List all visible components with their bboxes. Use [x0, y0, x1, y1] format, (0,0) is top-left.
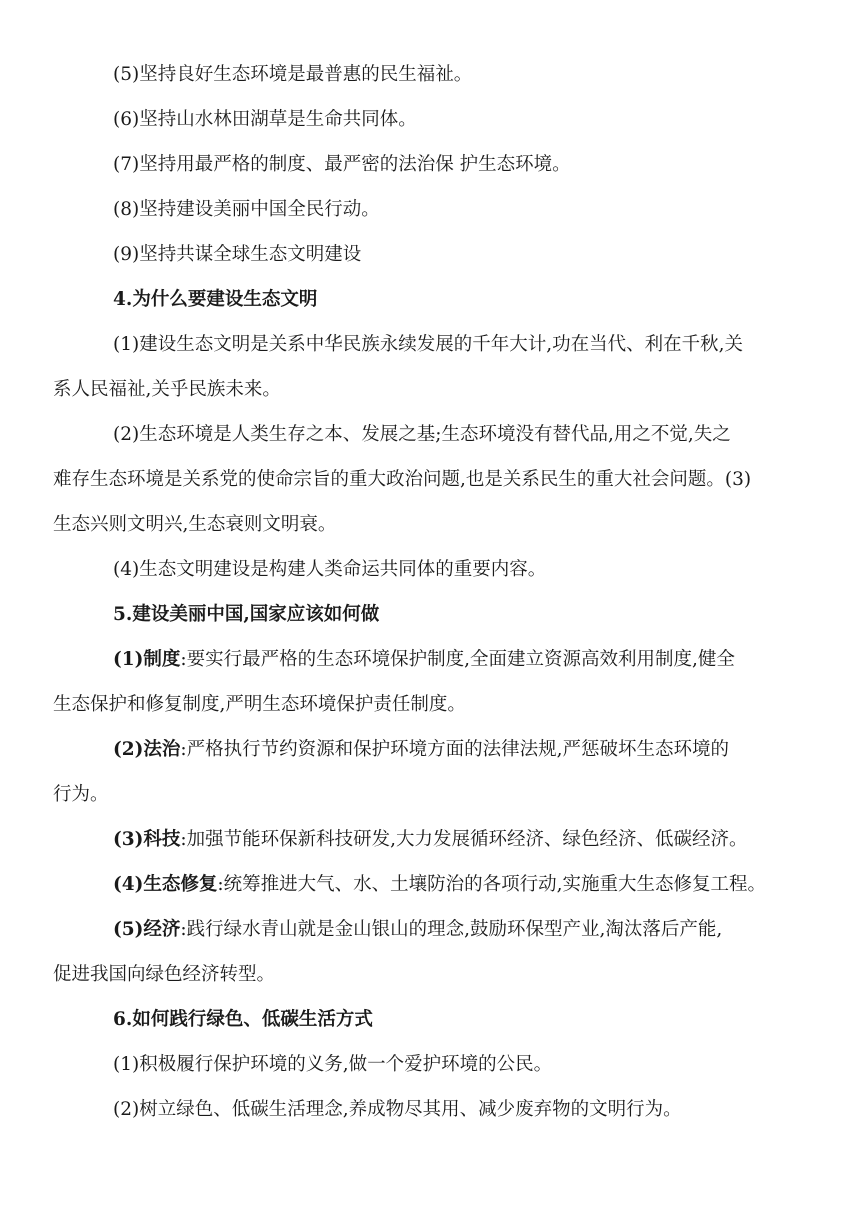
- measure-text: :统筹推进大气、水、土壤防治的各项行动,实施重大生态修复工程。: [217, 874, 767, 895]
- measure-text: :践行绿水青山就是金山银山的理念,鼓励环保型产业,淘汰落后产能,: [180, 919, 723, 940]
- paragraph-line: 生态保护和修复制度,严明生态环境保护责任制度。: [53, 694, 466, 715]
- measure-item: [113, 727, 813, 772]
- list-item: (1)积极履行保护环境的义务,做一个爱护环境的公民。: [113, 1054, 553, 1075]
- list-item: (2)树立绿色、低碳生活理念,养成物尽其用、减少废弃物的文明行为。: [113, 1099, 682, 1120]
- paragraph-line: 难存生态环境是关系党的使命宗旨的重大政治问题,也是关系民生的重大社会问题。(3): [53, 469, 752, 490]
- paragraph-line: 系人民福祉,关乎民族未来。: [53, 379, 281, 400]
- measure-text: :要实行最严格的生态环境保护制度,全面建立资源高效利用制度,健全: [180, 649, 735, 670]
- measure-label: (5)经济: [113, 919, 181, 940]
- paragraph-line: 生态兴则文明兴,生态衰则文明衰。: [53, 514, 337, 535]
- list-item: (7)坚持用最严格的制度、最严密的法治保 护生态环境。: [113, 154, 571, 175]
- paragraph-line: 行为。: [53, 784, 109, 805]
- measure-item: [113, 862, 813, 907]
- measure-label: (4)生态修复: [113, 874, 218, 895]
- paragraph-line: (4)生态文明建设是构建人类命运共同体的重要内容。: [113, 559, 547, 580]
- list-item: (9)坚持共谋全球生态文明建设: [113, 244, 362, 265]
- measure-text: :加强节能环保新科技研发,大力发展循环经济、绿色经济、低碳经济。: [180, 829, 748, 850]
- measure-item: [113, 907, 813, 952]
- paragraph-line: (1)建设生态文明是关系中华民族永续发展的千年大计,功在当代、利在千秋,关: [113, 334, 743, 355]
- measure-label: (3)科技: [113, 829, 181, 850]
- list-item: (6)坚持山水林田湖草是生命共同体。: [113, 109, 417, 130]
- section-heading-4: 4.为什么要建设生态文明: [113, 289, 318, 310]
- measure-label: (1)制度: [113, 649, 181, 670]
- measure-item: [113, 817, 813, 862]
- measure-label: (2)法治: [113, 739, 181, 760]
- paragraph-line: 促进我国向绿色经济转型。: [53, 964, 276, 985]
- measure-text: :严格执行节约资源和保护环境方面的法律法规,严惩破坏生态环境的: [180, 739, 730, 760]
- paragraph-line: (2)生态环境是人类生存之本、发展之基;生态环境没有替代品,用之不觉,失之: [113, 424, 731, 445]
- section-heading-6: 6.如何践行绿色、低碳生活方式: [113, 1009, 373, 1030]
- list-item: (5)坚持良好生态环境是最普惠的民生福祉。: [113, 64, 473, 85]
- section-heading-5: 5.建设美丽中国,国家应该如何做: [113, 604, 380, 625]
- list-item: (8)坚持建设美丽中国全民行动。: [113, 199, 380, 220]
- measure-item: [113, 637, 813, 682]
